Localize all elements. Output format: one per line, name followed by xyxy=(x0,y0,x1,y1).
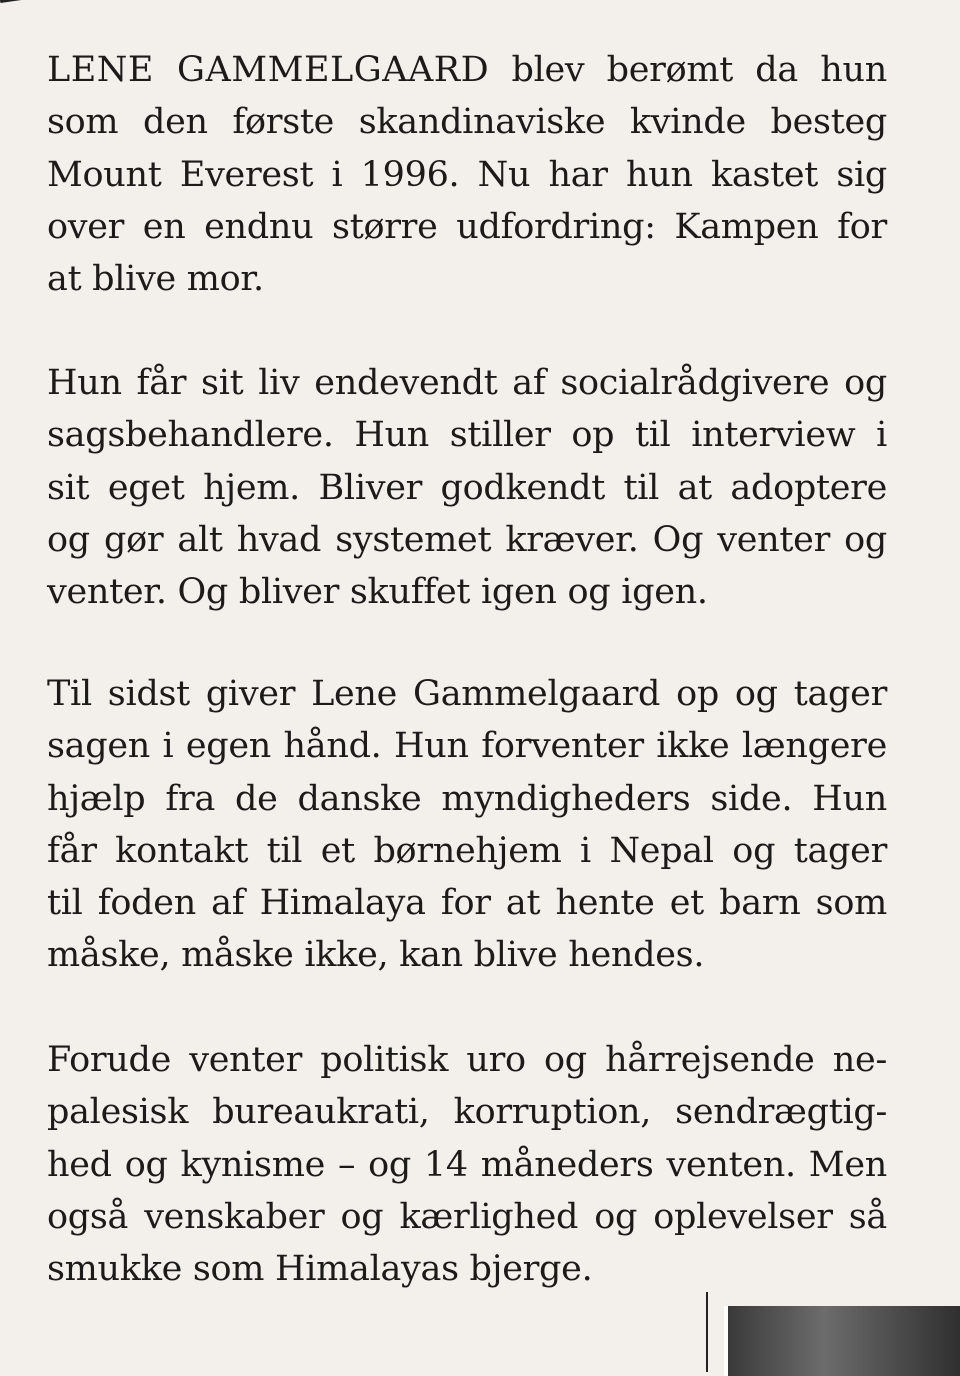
text-line: smukke som Himalayas bjerge. xyxy=(47,1249,593,1290)
text-line: hed og kynisme – og 14 måneders venten. Men xyxy=(47,1144,887,1185)
text-line: venter. Og bliver skuffet igen og igen. xyxy=(47,572,708,613)
text-line: hjælp fra de danske myndigheders side. Hun xyxy=(47,778,887,819)
text-line: og gør alt hvad systemet kræver. Og venter og xyxy=(47,519,887,560)
text-line: over en endnu større udfordring: Kampen for xyxy=(47,206,887,247)
text-line: LENE GAMMELGAARD blev berømt da hun xyxy=(47,50,887,90)
text-line: til foden af Himalaya for at hente et barn som xyxy=(47,883,887,924)
paragraph-4 xyxy=(47,1034,887,1295)
text-line: palesisk bureaukrati, korruption, sendrægtig- xyxy=(47,1092,887,1133)
edge-line xyxy=(0,0,60,3)
author-name: LENE GAMMELGAARD xyxy=(47,50,490,90)
text-line: får kontakt til et børnehjem i Nepal og tager xyxy=(47,830,887,871)
text-line: at blive mor. xyxy=(47,259,264,300)
paragraph-3 xyxy=(47,668,887,982)
text-line: som den første skandinaviske kvinde besteg xyxy=(47,102,887,143)
text-line: sagsbehandlere. Hun stiller op til interview i xyxy=(47,415,887,456)
text-line: Forude venter politisk uro og hårrejsende ne- xyxy=(47,1040,887,1080)
cover-photo-corner xyxy=(724,1306,960,1376)
text-line: Til sidst giver Lene Gammelgaard op og tager xyxy=(47,674,887,714)
text-line: sit eget hjem. Bliver godkendt til at adoptere xyxy=(47,467,887,508)
text-line: måske, måske ikke, kan blive hendes. xyxy=(47,935,705,976)
text-line: Hun får sit liv endevendt af socialrådgivere og xyxy=(47,363,887,403)
text-line: Mount Everest i 1996. Nu har hun kastet sig xyxy=(47,154,887,195)
text-line: også venskaber og kærlighed og oplevelser så xyxy=(47,1196,887,1237)
paragraph-1 xyxy=(47,44,887,305)
text-line: sagen i egen hånd. Hun forventer ikke længere xyxy=(47,726,887,767)
paragraph-2 xyxy=(47,357,887,618)
divider-line xyxy=(706,1292,708,1372)
